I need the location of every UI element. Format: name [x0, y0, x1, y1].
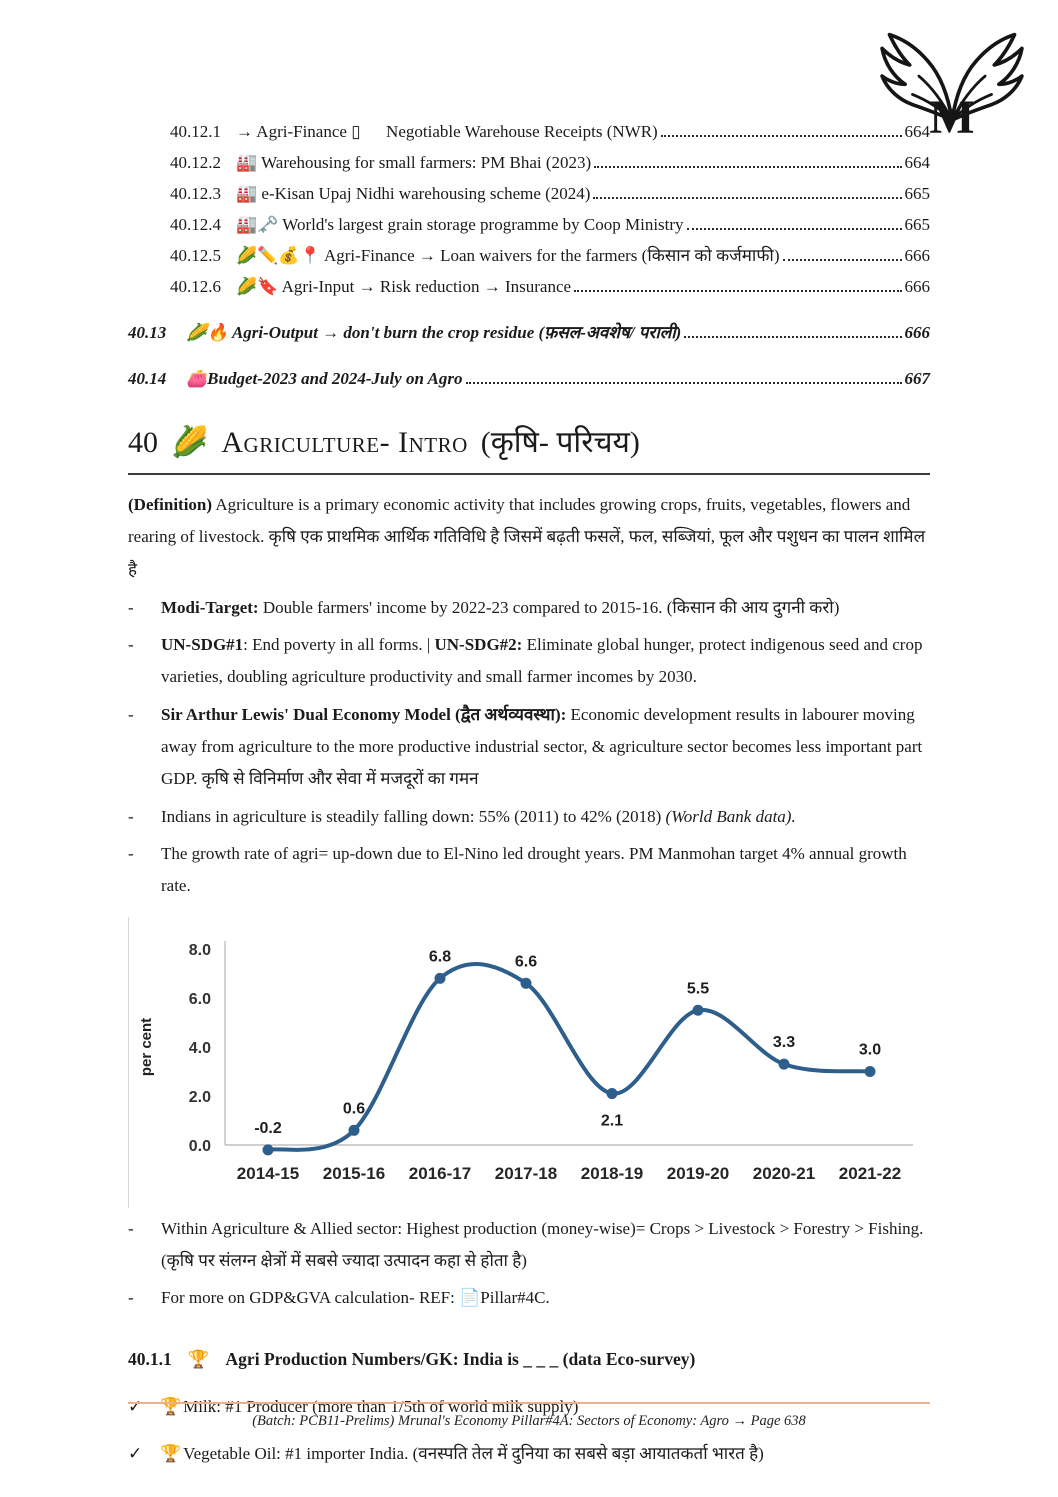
toc-entry-label: 🏭🗝️ World's largest grain storage programme by Coop Ministry: [236, 215, 684, 234]
svg-text:2.0: 2.0: [188, 1088, 211, 1106]
svg-text:2019-20: 2019-20: [666, 1163, 730, 1183]
svg-text:3.3: 3.3: [772, 1033, 796, 1051]
corn-icon: 🌽: [171, 426, 209, 459]
toc-entry-label: 🌽✏️💰📍 Agri-Finance → Loan waivers for the farmers (किसान को कर्जमाफी): [236, 246, 780, 265]
bullet-list-after-chart: [128, 1213, 930, 1315]
toc-dot-leader: [594, 166, 901, 168]
toc-dot-leader: [574, 290, 901, 292]
checkmark-icon: ✓: [128, 1444, 143, 1465]
toc-page-number: 666: [904, 246, 930, 265]
bullet-text: The growth rate of agri= up-down due to El-Nino led drought years. PM Manmohan target 4% annual growth rate.: [161, 843, 907, 896]
subsection-heading: [128, 1343, 930, 1376]
trophy-icon: 🏆: [160, 1444, 182, 1464]
toc-entry-number: 40.12.5: [170, 246, 221, 265]
bullet-marker: -: [128, 1288, 134, 1308]
svg-text:5.5: 5.5: [686, 979, 710, 997]
bullet-text: Sir Arthur Lewis' Dual Economy Model (द्वैत अर्थव्यवस्था): Economic development results in labourer moving away from agriculture to the more productive industrial sector, & agriculture sector becomes less important part GDP. कृषि से विनिर्माण और सेवा में मजदूरों का गमन: [161, 704, 923, 789]
chapter-title: Agriculture- Intro: [221, 426, 468, 459]
toc-entry-label: 🌽🔖 Agri-Input → Risk reduction → Insurance: [236, 277, 572, 296]
toc-entry-label: → Agri-Finance ▯ Negotiable Warehouse Receipts (NWR): [236, 122, 658, 141]
toc-entry-number: 40.12.2: [170, 153, 221, 172]
toc-entry-number: 40.12.6: [170, 277, 221, 296]
bullet-marker: -: [128, 635, 134, 655]
svg-text:3.0: 3.0: [858, 1041, 882, 1059]
chapter-title-hindi: (कृषि- परिचय): [480, 426, 640, 459]
toc-entry[interactable]: [170, 178, 930, 209]
svg-text:2020-21: 2020-21: [752, 1163, 816, 1183]
bullet-item: [128, 699, 930, 796]
agri-growth-rate-chart: [128, 917, 930, 1208]
check-item: [128, 1438, 930, 1470]
bullet-text: Modi-Target: Double farmers' income by 2022-23 compared to 2015-16. (किसान की आय दुगनी करो): [161, 597, 840, 617]
toc-entry-number: 40.12.4: [170, 215, 221, 234]
trophy-icon: 🏆: [160, 1397, 182, 1416]
toc-page-number: 667: [904, 369, 930, 388]
bullet-marker: -: [128, 806, 134, 826]
toc-entry[interactable]: [170, 209, 930, 240]
toc-entry-label: 🌽🔥 Agri-Output → don't burn the crop residue (फ़सल-अवशेष/ पराली): [186, 323, 682, 342]
svg-text:2015-16: 2015-16: [322, 1163, 386, 1183]
svg-text:6.6: 6.6: [514, 952, 538, 970]
bullet-text: Within Agriculture & Allied sector: Highest production (money-wise)= Crops > Livestock > Forestry > Fishing. (कृषि पर संलग्न क्षेत्रों में सबसे ज्यादा उत्पादन कहा से होता है): [161, 1218, 924, 1271]
definition-paragraph: (Definition) Agriculture is a primary economic activity that includes growing crops, fruits, vegetables, flowers and rearing of livestock. कृषि एक प्राथमिक आर्थिक गतिविधि है जिसमें बढ़ती फसलें, फल, सब्जियां, फूल और पशुधन का पालन शामिल है: [128, 495, 926, 579]
toc-page-number: 664: [904, 153, 930, 172]
bullet-list: [128, 592, 930, 903]
bullet-text: Indians in agriculture is steadily falling down: 55% (2011) to 42% (2018) (World Bank data).: [161, 806, 796, 826]
toc-entry-number: 40.13: [128, 323, 167, 342]
toc-dot-leader: [593, 197, 901, 199]
check-item-text: Milk: #1 Producer (more than 1/5th of world milk supply): [183, 1397, 579, 1416]
bullet-marker: -: [128, 704, 134, 724]
toc-page-number: 664: [904, 122, 930, 141]
svg-text:2017-18: 2017-18: [494, 1163, 558, 1183]
page-footer: [128, 1402, 930, 1430]
bullet-marker: -: [128, 1218, 134, 1238]
toc-dot-leader: [687, 228, 902, 230]
toc-entry[interactable]: [128, 363, 930, 394]
toc-page-number: 665: [904, 215, 930, 234]
toc-entry-number: 40.12.3: [170, 184, 221, 203]
bullet-text: UN-SDG#1: End poverty in all forms. | UN-SDG#2: Eliminate global hunger, protect indigenous seed and crop varieties, doubling agriculture productivity and small farmer incomes by 2030.: [161, 635, 923, 687]
trophy-icon: 🏆: [187, 1348, 210, 1369]
footer-text: (Batch: PCB11-Prelims) Mrunal's Economy Pillar#4A: Sectors of Economy: Agro → Page 638: [252, 1413, 806, 1429]
toc-entry-label: 🏭 Warehousing for small farmers: PM Bhai (2023): [236, 153, 592, 172]
svg-text:2014-15: 2014-15: [236, 1163, 300, 1183]
svg-text:2.1: 2.1: [600, 1112, 624, 1130]
bullet-item: [128, 838, 930, 903]
svg-text:0.0: 0.0: [188, 1137, 211, 1155]
subsection-title: Agri Production Numbers/GK: India is _ _ _ (data Eco-survey): [225, 1348, 696, 1369]
svg-text:4.0: 4.0: [188, 1039, 211, 1057]
toc-entry[interactable]: [170, 271, 930, 302]
checkmark-icon: ✓: [128, 1397, 143, 1417]
bullet-item: [128, 801, 930, 833]
svg-text:6.8: 6.8: [428, 947, 452, 965]
svg-text:2016-17: 2016-17: [408, 1163, 472, 1183]
toc-page-number: 666: [904, 277, 930, 296]
chapter-number: 40: [128, 426, 158, 459]
table-of-contents: [128, 116, 930, 394]
toc-entry[interactable]: [170, 240, 930, 271]
toc-entry[interactable]: [170, 116, 930, 147]
chapter-heading: [128, 420, 930, 475]
svg-text:0.6: 0.6: [342, 1099, 366, 1117]
toc-page-number: 666: [904, 323, 930, 342]
bullet-text: For more on GDP&GVA calculation- REF: 📄Pillar#4C.: [161, 1288, 550, 1308]
bullet-item: [128, 592, 930, 624]
toc-entry-label: 🏭 e-Kisan Upaj Nidhi warehousing scheme (2024): [236, 184, 591, 203]
toc-dot-leader: [783, 259, 902, 261]
toc-entry-number: 40.14: [128, 369, 167, 388]
toc-entry-label: 👛Budget-2023 and 2024-July on Agro: [186, 369, 463, 388]
bullet-marker: -: [128, 597, 134, 617]
subsection-number: 40.1.1: [128, 1348, 172, 1369]
toc-dot-leader: [661, 135, 902, 137]
svg-text:per cent: per cent: [138, 1017, 155, 1076]
bullet-item: [128, 1213, 930, 1278]
svg-text:2021-22: 2021-22: [838, 1163, 902, 1183]
svg-text:8.0: 8.0: [188, 941, 211, 959]
check-item-text: Vegetable Oil: #1 importer India. (वनस्पति तेल में दुनिया का सबसे बड़ा आयातकर्ता भारत है): [183, 1444, 764, 1464]
bullet-item: [128, 1282, 930, 1314]
toc-dot-leader: [466, 382, 902, 384]
svg-text:2018-19: 2018-19: [580, 1163, 644, 1183]
logo-letter-m: M: [929, 91, 975, 145]
toc-entry-number: 40.12.1: [170, 122, 221, 141]
toc-entry[interactable]: [128, 317, 930, 348]
toc-dot-leader: [684, 336, 901, 338]
toc-page-number: 665: [904, 184, 930, 203]
svg-text:-0.2: -0.2: [254, 1119, 282, 1137]
bullet-item: [128, 629, 930, 694]
toc-entry[interactable]: [170, 147, 930, 178]
bullet-marker: -: [128, 843, 134, 863]
svg-text:6.0: 6.0: [188, 990, 211, 1008]
